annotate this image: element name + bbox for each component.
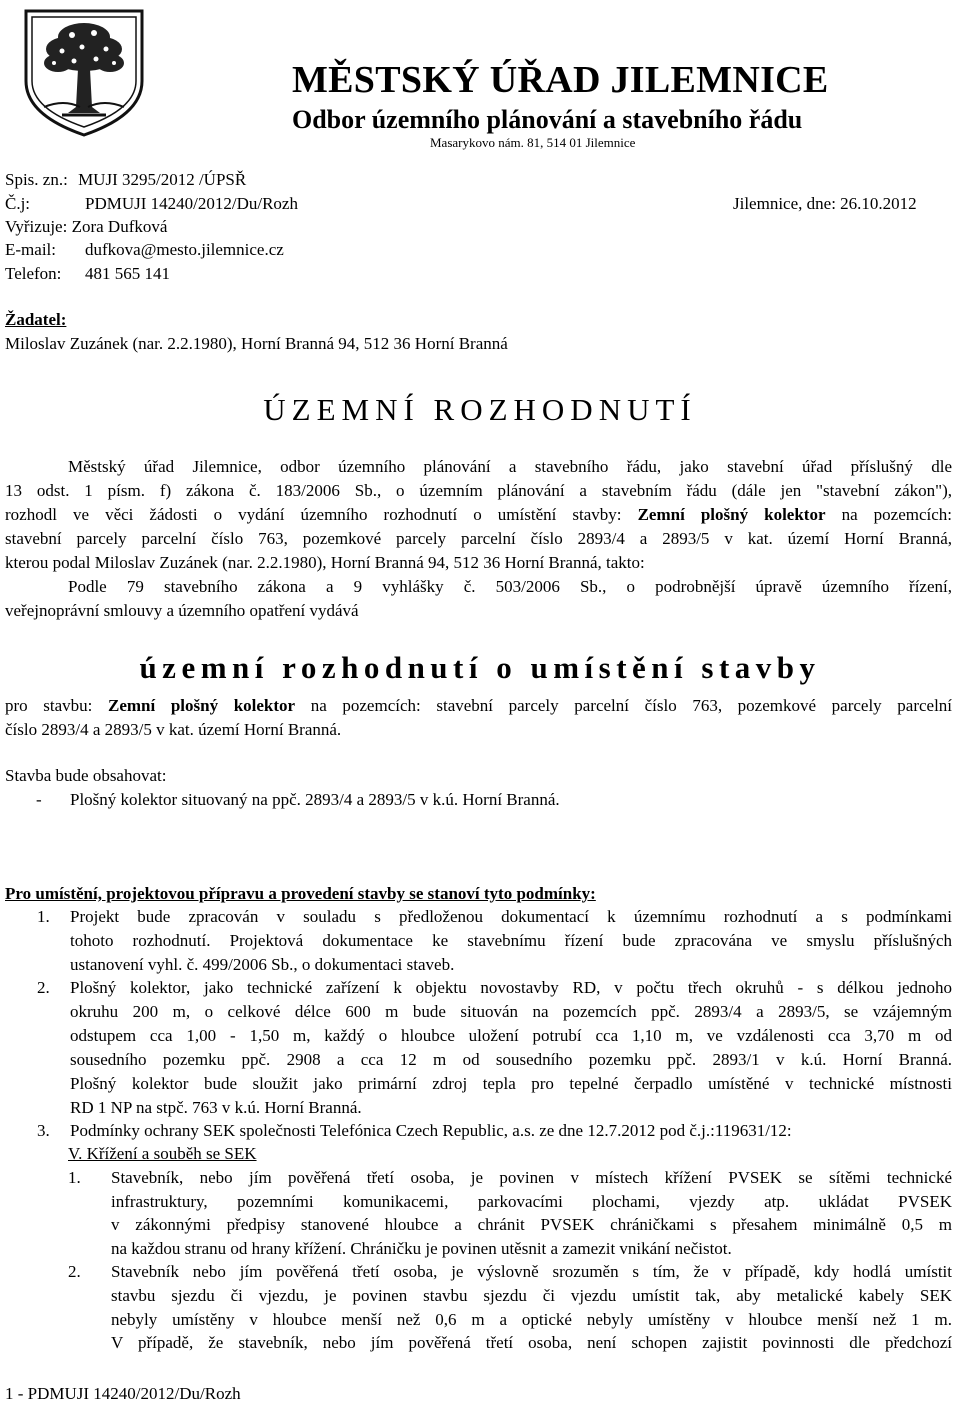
telefon-value: 481 565 141 bbox=[85, 264, 170, 283]
sub-condition-2-num: 2. bbox=[68, 1262, 81, 1281]
sub-condition-1-line-3: v zákonnými předpisy stanovené hloubce a chránit PVSEK chráničkami s přesahem minimálně 0,5 m bbox=[111, 1215, 952, 1234]
sub-condition-1-line-4: na každou stranu od hrany křížení. Chráničku je povinen utěsnit a zamezit vnikání nečistot. bbox=[111, 1239, 732, 1258]
spis-zn-value: MUJI 3295/2012 /ÚPSŘ bbox=[78, 170, 247, 189]
intro-line-3-start: rozhodl ve věci žádosti o vydání územního rozhodnutí o umístění stavby: bbox=[5, 505, 622, 524]
decision-title: ÚZEMNÍ ROZHODNUTÍ bbox=[263, 392, 697, 427]
decision-subtitle: územní rozhodnutí o umístění stavby bbox=[139, 650, 821, 685]
applicant-value: Miloslav Zuzánek (nar. 2.2.1980), Horní Branná 94, 512 36 Horní Branná bbox=[5, 334, 508, 353]
sub-condition-2-line-3: nebyly umístěny v hloubce menší než 0,6 m a optické nebyly umístěny v hloubce menší než 1 m. bbox=[111, 1310, 952, 1329]
intro-line-5: kterou podal Miloslav Zuzánek (nar. 2.2.1980), Horní Branná 94, 512 36 Horní Branná, takto: bbox=[5, 553, 645, 572]
vyrizuje-row bbox=[5, 216, 167, 238]
intro-line-6: Podle 79 stavebního zákona a 9 vyhlášky č. 503/2006 Sb., o podrobnější úpravě územního řízení, bbox=[68, 577, 952, 596]
intro-line-4: stavební parcely parcelní číslo 763, pozemkové parcely parcelní číslo 2893/4 a 2893/5 v kat. území Horní Branná, bbox=[5, 529, 952, 548]
contents-label: Stavba bude obsahovat: bbox=[5, 766, 167, 785]
intro-line-2: 13 odst. 1 písm. f) zákona č. 183/2006 Sb., o územním plánování a stavebním řádu (dále jen "stavební zákon"), bbox=[5, 481, 952, 500]
cj-label: Č.j: bbox=[5, 194, 31, 213]
intro-building-name: Zemní plošný kolektor bbox=[637, 505, 826, 524]
condition-2-num: 2. bbox=[37, 978, 50, 997]
spis-zn-row bbox=[5, 169, 246, 191]
sub-condition-2-line-1: Stavebník nebo jím pověřená třetí osoba, je výslovně srozuměn s tím, že v případě, kdy hodlá umístit bbox=[111, 1262, 952, 1281]
condition-2-line-3: odstupem cca 1,00 - 1,50 m, každý o hloubce uložení potrubí cca 1,10 m, ve vzdálenosti cca 3,70 m od bbox=[70, 1026, 952, 1045]
vyrizuje-value: Zora Dufková bbox=[71, 217, 168, 236]
applicant-label: Žadatel: bbox=[5, 310, 67, 329]
condition-2-line-1: Plošný kolektor, jako technické zařízení k objektu novostavby RD, v počtu třech okruhů - s délkou jednoho bbox=[70, 978, 952, 997]
sub-condition-2-line-4: V případě, že stavebník, nebo jím pověřená třetí osoba, není schopen zajistit povinnosti dle předchozí bbox=[111, 1333, 952, 1352]
office-name: MĚSTSKÝ ÚŘAD JILEMNICE bbox=[292, 59, 829, 101]
telefon-row bbox=[5, 263, 170, 285]
cj-value: PDMUJI 14240/2012/Du/Rozh bbox=[85, 194, 298, 213]
condition-1-line-3: ustanovení vyhl. č. 499/2006 Sb., o dokumentaci staveb. bbox=[70, 955, 455, 974]
email-row bbox=[5, 239, 284, 261]
spis-zn-label: Spis. zn.: bbox=[5, 170, 68, 189]
condition-3-line-1: Podmínky ochrany SEK společnosti Telefónica Czech Republic, a.s. ze dne 12.7.2012 pod č.j.:119631/12: bbox=[70, 1121, 792, 1140]
email-label: E-mail: bbox=[5, 240, 56, 259]
sub-condition-1-num: 1. bbox=[68, 1168, 81, 1187]
pro-stavbu-parcels: na pozemcích: stavební parcely parcelní číslo 763, pozemkové parcely parcelní bbox=[310, 696, 953, 715]
pro-stavbu-line-2: číslo 2893/4 a 2893/5 v kat. území Horní Branná. bbox=[5, 720, 342, 739]
condition-3-num: 3. bbox=[37, 1121, 50, 1140]
sub-condition-1-line-1: Stavebník, nebo jím pověřená třetí osoba, je povinen v místech křížení PVSEK se sítěmi technické bbox=[111, 1168, 952, 1187]
department-name: Odbor územního plánování a stavebního řádu bbox=[292, 105, 803, 134]
pro-stavbu-line-1 bbox=[5, 695, 952, 717]
intro-line-3 bbox=[5, 504, 952, 526]
telefon-label: Telefon: bbox=[5, 264, 62, 283]
condition-2-line-6: RD 1 NP na stpč. 763 v k.ú. Horní Branná. bbox=[70, 1098, 362, 1117]
contents-item: Plošný kolektor situovaný na ppč. 2893/4 a 2893/5 v k.ú. Horní Branná. bbox=[70, 790, 560, 809]
office-address: Masarykovo nám. 81, 514 01 Jilemnice bbox=[430, 135, 636, 150]
condition-1-num: 1. bbox=[37, 907, 50, 926]
section-v-heading: V. Křížení a souběh se SEK bbox=[68, 1144, 257, 1163]
sub-condition-2-line-2: stavbu sjezdu či vjezdu, je povinen stavbu sjezdu či vjezdu umístit tak, aby metalické kabely SEK bbox=[111, 1286, 952, 1305]
email-value: dufkova@mesto.jilemnice.cz bbox=[85, 240, 284, 259]
sub-condition-1-line-2: infrastruktury, pozemními komunikacemi, parkovacími plochami, vjezdy atp. ukládat PVSEK bbox=[111, 1192, 952, 1211]
condition-2-line-4: sousedního pozemku ppč. 2908 a cca 12 m od sousedního pozemku ppč. 2893/1 v k.ú. Horní Branná. bbox=[70, 1050, 952, 1069]
pro-stavbu-building: Zemní plošný kolektor bbox=[108, 696, 296, 715]
page-footer: 1 - PDMUJI 14240/2012/Du/Rozh bbox=[5, 1384, 241, 1403]
pro-stavbu-label: pro stavbu: bbox=[5, 696, 93, 715]
intro-line-7: veřejnoprávní smlouvy a územního opatření vydává bbox=[5, 601, 359, 620]
coat-of-arms-logo bbox=[14, 3, 154, 139]
condition-2-line-5: Plošný kolektor bude sloužit jako primární zdroj tepla pro tepelné čerpadlo umístěné v technické místnosti bbox=[70, 1074, 952, 1093]
condition-2-line-2: okruhu 200 m, o celkové délce 600 m bude situován na pozemcích ppč. 2893/4 a 2893/5, se vzájemným bbox=[70, 1002, 952, 1021]
cj-row bbox=[5, 193, 298, 215]
vyrizuje-label: Vyřizuje: bbox=[5, 217, 68, 236]
condition-1-line-1: Projekt bude zpracován v souladu s předloženou dokumentací k územnímu rozhodnutí a s podmínkami bbox=[70, 907, 952, 926]
contents-dash: - bbox=[36, 790, 42, 809]
place-date: Jilemnice, dne: 26.10.2012 bbox=[733, 194, 917, 213]
condition-1-line-2: tohoto rozhodnutí. Projektová dokumentace ke stavebnímu řízení bude zpracována ve smyslu příslušných bbox=[70, 931, 952, 950]
intro-line-3-end: na pozemcích: bbox=[841, 505, 953, 524]
conditions-heading: Pro umístění, projektovou přípravu a provedení stavby se stanoví tyto podmínky: bbox=[5, 884, 596, 903]
intro-line-1: Městský úřad Jilemnice, odbor územního plánování a stavebního řádu, jako stavební úřad příslušný dle bbox=[68, 457, 952, 476]
